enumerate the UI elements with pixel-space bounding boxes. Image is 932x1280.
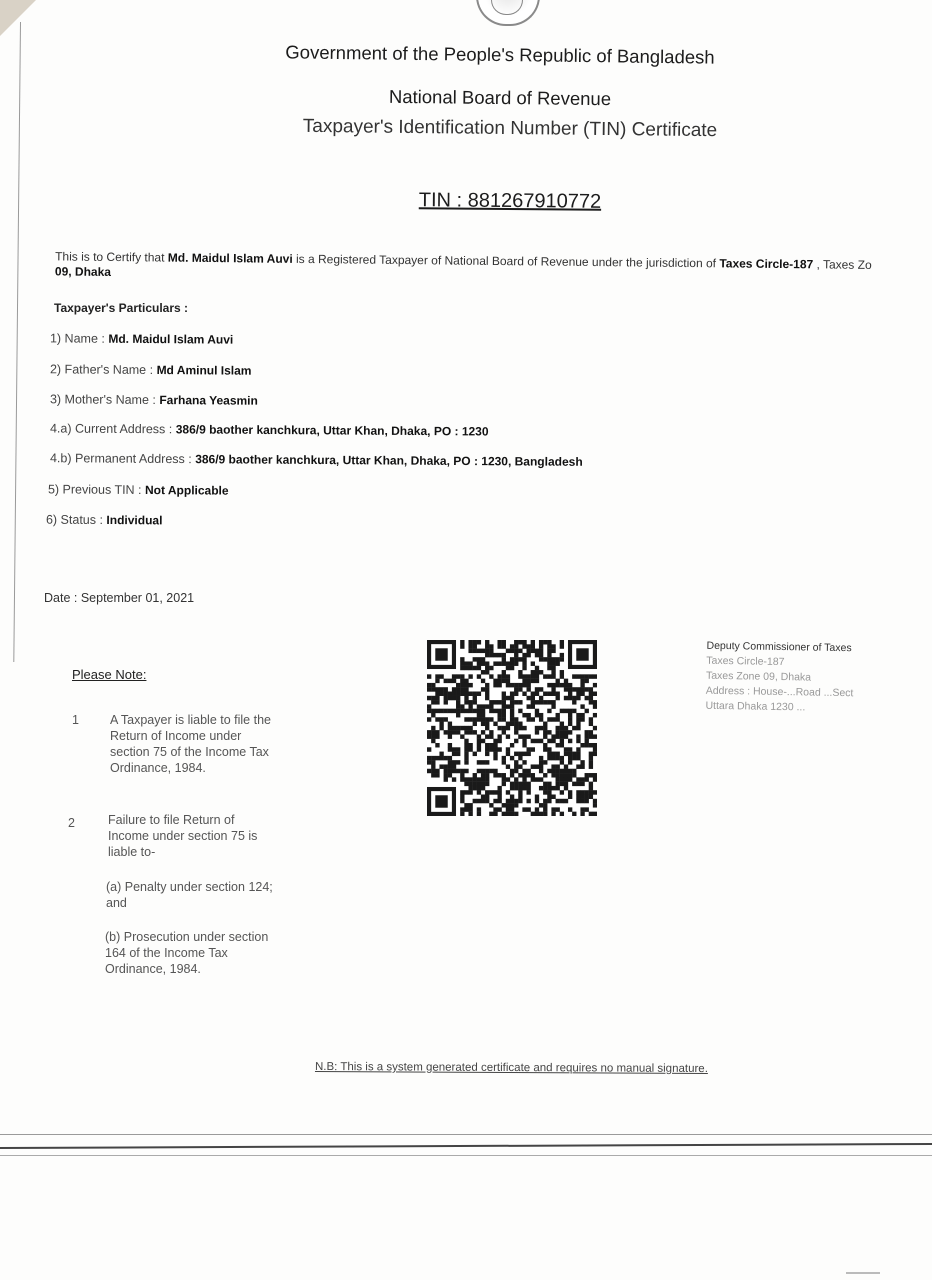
certify-middle: is a Registered Taxpayer of National Board of Revenue under the jurisdiction of: [292, 251, 720, 271]
note-sub-item: (b) Prosecution under section 164 of the Income Tax Ordinance, 1984.: [105, 930, 269, 976]
note-number: 1: [72, 713, 79, 727]
particular-row-name: [50, 331, 233, 346]
qr-code-icon: [427, 640, 597, 816]
row-label: 6) Status :: [45, 512, 107, 528]
page-corner-fold: [0, 0, 36, 36]
government-title: Government of the People's Republic of Bangladesh: [285, 41, 715, 68]
row-label: 4.b) Permanent Address :: [49, 451, 196, 467]
particular-row-mother: [50, 392, 258, 407]
issue-date: Date : September 01, 2021: [44, 591, 195, 605]
row-label: 1) Name :: [49, 331, 109, 346]
row-label: 2) Father's Name :: [49, 362, 157, 378]
deputy-address-1: Address : House-...Road ...Sect: [705, 684, 854, 700]
board-title: National Board of Revenue: [388, 85, 612, 110]
note-text: Failure to file Return of Income under section 75 is liable to-: [108, 813, 258, 859]
row-value: Not Applicable: [144, 483, 229, 498]
row-value: 386/9 baother kanchkura, Uttar Khan, Dhaka, PO : 1230: [175, 422, 489, 439]
tin-number: TIN : 881267910772: [418, 189, 602, 213]
row-label: 4.a) Current Address :: [49, 421, 176, 437]
scan-edge-line: [13, 22, 21, 662]
particular-row-current-address: [50, 421, 489, 438]
footer-mark: [846, 1272, 880, 1274]
certify-suffix: , Taxes Zo: [813, 257, 872, 272]
row-value: Individual: [106, 513, 163, 528]
deputy-commissioner-block: [705, 639, 854, 717]
certification-text: [55, 249, 932, 288]
divider-line: [0, 1143, 932, 1149]
note-sub-item: (a) Penalty under section 124; and: [106, 880, 273, 910]
deputy-circle: Taxes Circle-187: [706, 654, 785, 669]
row-label: 5) Previous TIN :: [47, 482, 146, 498]
certificate-title: Taxpayer's Identification Number (TIN) Certificate: [302, 115, 718, 142]
note-text: A Taxpayer is liable to file the Return of Income under section 75 of the Income Tax Ordinance, 1984.: [110, 713, 271, 775]
row-value: Farhana Yeasmin: [159, 393, 258, 408]
deputy-zone: Taxes Zone 09, Dhaka: [705, 669, 812, 684]
certify-name: Md. Maidul Islam Auvi: [167, 250, 293, 266]
deputy-title: Deputy Commissioner of Taxes: [706, 639, 852, 655]
row-label: 3) Mother's Name :: [49, 392, 160, 408]
row-value: Md. Maidul Islam Auvi: [108, 331, 234, 347]
divider-line: [0, 1155, 932, 1156]
particular-row-status: [46, 513, 163, 528]
particular-row-previous-tin: [48, 482, 229, 497]
particulars-heading: Taxpayer's Particulars :: [54, 301, 189, 315]
notes-title: Please Note:: [72, 667, 147, 682]
particular-row-father: [50, 362, 252, 377]
certify-prefix: This is to Certify that: [55, 249, 168, 265]
particular-row-permanent-address: [50, 451, 583, 469]
note-number: 2: [68, 816, 75, 830]
row-value: Md Aminul Islam: [156, 363, 252, 378]
system-generated-note: N.B: This is a system generated certificate and requires no manual signature.: [314, 1060, 708, 1076]
certify-line2: 09, Dhaka: [54, 264, 112, 279]
divider-line: [0, 1134, 932, 1135]
deputy-address-2: Uttara Dhaka 1230 ...: [705, 699, 806, 714]
row-value: 386/9 baother kanchkura, Uttar Khan, Dhaka, PO : 1230, Bangladesh: [195, 452, 583, 469]
certify-circle: Taxes Circle-187: [719, 256, 814, 272]
